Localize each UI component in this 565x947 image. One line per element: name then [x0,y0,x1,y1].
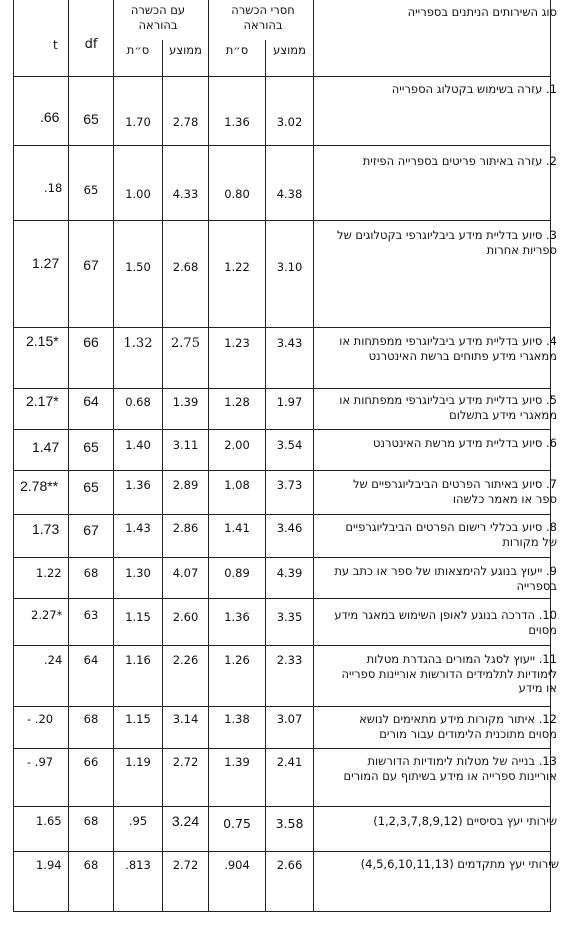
row-1-df: 65 [83,111,99,127]
column-divider [265,40,266,912]
row-1-sd-with-training: 1.70 [125,115,151,129]
row-7-mean-with-training: 2.89 [172,478,199,492]
row-5-mean-no-training: 1.97 [276,395,303,409]
header-service-type: סוג השירותים הניתנים בספרייה [407,5,557,19]
row-9-description: 9. ייעוץ בנוגע להימצאותו של ספר או כתב עת בספרייה [334,564,557,593]
row-8-sd-no-training: 1.41 [224,521,250,535]
row-6-df: 65 [83,439,99,455]
header-with-training: עם הכשרה בהוראה [130,3,186,32]
header-sd-no-training: ס״ת [225,43,249,57]
row-6-sd-with-training: 1.40 [125,438,151,452]
row-2-description: 2. עזרה באיתור פריטים בספרייה הפיזית [362,154,557,168]
row-2-df: 65 [83,183,99,197]
header-df: df [84,37,98,52]
row-divider [13,514,551,515]
row-7-mean-no-training: 3.73 [276,478,303,492]
row-4-sd-with-training: 1.32 [123,336,153,351]
advanced-services-df: 68 [83,858,99,872]
row-divider [13,76,551,77]
row-9-mean-with-training: 4.07 [172,566,199,580]
row-12-sd-no-training: 1.38 [224,712,250,726]
basic-services-df: 68 [83,814,99,828]
advanced-services-t: 1.94 [36,858,62,872]
row-12-mean-with-training: 3.14 [172,712,199,726]
advanced-services-sd-no-training: .904 [224,858,250,872]
advanced-services-sd-with-training: .813 [125,858,151,872]
row-7-df: 65 [83,479,99,495]
row-divider [13,220,551,221]
row-10-t: 2.27* [31,608,63,622]
row-3-mean-no-training: 3.10 [276,260,303,274]
row-5-mean-with-training: 1.39 [172,395,199,409]
row-4-mean-with-training: 2.75 [171,336,200,351]
basic-services-description: שירותי יעץ בסיסיים (1,2,3,7,8,9,12) [373,814,557,828]
row-5-description: 5. סיוע בדליית מידע ביבליוגרפי ממפתחות או ממאגרי מידע בתשלום [339,393,557,422]
basic-services-mean-no-training: 3.58 [275,816,304,831]
row-13-t: - .97 [27,755,54,769]
row-1-t: .66 [40,109,60,125]
row-8-mean-no-training: 3.46 [276,521,303,535]
row-2-mean-with-training: 4.33 [172,187,199,201]
row-5-df: 64 [83,393,99,409]
column-divider [113,0,114,912]
advanced-services-description: שירותי יעץ מתקדמים (4,5,6,10,11,13) [360,857,559,871]
table-border-left [13,0,14,912]
row-8-sd-with-training: 1.43 [125,521,151,535]
header-mean-with-training: ממוצע [169,43,202,57]
table-border-bottom [13,911,551,912]
row-6-mean-with-training: 3.11 [172,438,199,452]
row-2-mean-no-training: 4.38 [276,187,303,201]
row-4-df: 66 [83,334,99,350]
row-7-description: 7. סיוע באיתור הפרטים הביבליוגרפיים של ספר או מאמר כלשהו [352,477,557,506]
row-11-sd-no-training: 1.26 [224,653,250,667]
row-13-sd-with-training: 1.19 [125,755,151,769]
row-1-sd-no-training: 1.36 [224,115,250,129]
row-9-t: 1.22 [36,566,62,580]
row-10-sd-no-training: 1.36 [224,610,250,624]
row-divider [13,851,551,852]
advanced-services-mean-with-training: 2.72 [172,858,199,872]
header-sd-with-training: ס״ת [126,43,150,57]
row-1-mean-no-training: 3.02 [276,115,303,129]
row-divider [13,806,551,807]
header-t: t [53,38,58,52]
row-10-description: 10. הדרכה בנוגע לאופן השימוש במאגר מידע מסוים [334,608,557,637]
row-1-description: 1. עזרה בשימוש בקטלוג הספרייה [391,82,557,96]
row-10-df: 63 [83,608,99,622]
row-3-mean-with-training: 2.68 [172,260,199,274]
row-13-mean-with-training: 2.72 [172,755,199,769]
row-10-mean-with-training: 2.60 [172,610,199,624]
row-divider [13,327,551,328]
row-9-mean-no-training: 4.39 [276,566,303,580]
row-5-sd-no-training: 1.28 [224,395,250,409]
basic-services-sd-no-training: 0.75 [223,816,251,831]
row-6-mean-no-training: 3.54 [276,438,303,452]
row-9-sd-with-training: 1.30 [125,566,151,580]
row-3-description: 3. סיוע בדליית מידע ביבליוגרפי בקטלוגים של ספריות אחרות [337,228,557,257]
row-3-sd-no-training: 1.22 [224,260,250,274]
row-divider [13,388,551,389]
row-6-t: 1.47 [32,439,60,455]
row-8-description: 8. סיוע בכללי רישום הפרטים הביבליוגרפיים של מקורות [345,520,557,549]
row-4-description: 4. סיוע בדליית מידע ביבליוגרפי ממפתחות או ממאגרי מידע פתוחים ברשת האינטרנט [339,334,557,363]
row-divider [13,645,551,646]
basic-services-sd-with-training: .95 [128,814,148,828]
row-9-sd-no-training: 0.89 [224,566,250,580]
row-11-description: 11. ייעוץ לסגל המורים בהגדרת מטלות לימודיות לתלמידים הדורשות אוריינות ספרייה או מידע [341,652,557,695]
row-8-t: 1.73 [32,521,60,537]
row-13-mean-no-training: 2.41 [276,755,303,769]
row-5-t: 2.17* [26,393,59,409]
row-11-mean-no-training: 2.33 [276,653,303,667]
row-12-sd-with-training: 1.15 [125,712,151,726]
advanced-services-mean-no-training: 2.66 [276,858,303,872]
row-12-df: 68 [83,712,99,726]
row-5-sd-with-training: 0.68 [125,395,151,409]
row-2-sd-with-training: 1.00 [125,187,151,201]
row-4-sd-no-training: 1.23 [224,336,250,350]
row-9-df: 68 [83,566,99,580]
row-11-df: 64 [83,653,99,667]
row-2-t: .18 [44,181,63,195]
row-10-sd-with-training: 1.15 [125,610,151,624]
row-3-df: 67 [83,257,99,273]
row-6-description: 6. סיוע בדליית מידע מרשת האינטרנט [372,436,557,450]
row-12-t: - .20 [27,712,54,726]
row-7-sd-with-training: 1.36 [125,478,151,492]
row-divider [13,145,551,146]
row-13-df: 66 [83,755,99,769]
row-11-t: .24 [44,653,63,667]
row-11-sd-with-training: 1.16 [125,653,151,667]
column-divider [313,0,314,912]
row-12-mean-no-training: 3.07 [276,712,303,726]
row-1-mean-with-training: 2.78 [172,115,199,129]
row-7-t: 2.78** [20,478,59,494]
row-4-mean-no-training: 3.43 [276,336,303,350]
row-divider [13,598,551,599]
header-mean-no-training: ממוצע [273,43,306,57]
row-3-sd-with-training: 1.50 [125,260,151,274]
column-divider [162,40,163,912]
row-divider [13,470,551,471]
row-13-description: 13. בנייה של מטלות לימודיות הדורשות אוריינות ספרייה או מידע בשיתוף עם המורים [343,754,557,783]
basic-services-mean-with-training: 3.24 [171,813,200,829]
row-2-sd-no-training: 0.80 [224,187,250,201]
row-divider [13,706,551,707]
row-13-sd-no-training: 1.39 [224,755,250,769]
row-8-mean-with-training: 2.86 [172,521,199,535]
basic-services-t: 1.65 [36,814,62,828]
column-divider [208,0,209,912]
row-8-df: 67 [83,522,99,538]
row-6-sd-no-training: 2.00 [224,438,250,452]
row-4-t: 2.15* [26,333,59,349]
row-7-sd-no-training: 1.08 [224,478,250,492]
row-divider [13,557,551,558]
row-12-description: 12. איתור מקורות מידע מתאימים לנושא מסוים מתוכנית הלימודים עבור מורים [359,712,557,741]
row-11-mean-with-training: 2.26 [172,653,199,667]
column-divider [68,0,69,912]
row-divider [13,429,551,430]
header-no-training: חסרי הכשרה בהוראה [231,3,295,32]
row-10-mean-no-training: 3.35 [276,610,303,624]
row-divider [13,748,551,749]
row-3-t: 1.27 [32,255,60,271]
